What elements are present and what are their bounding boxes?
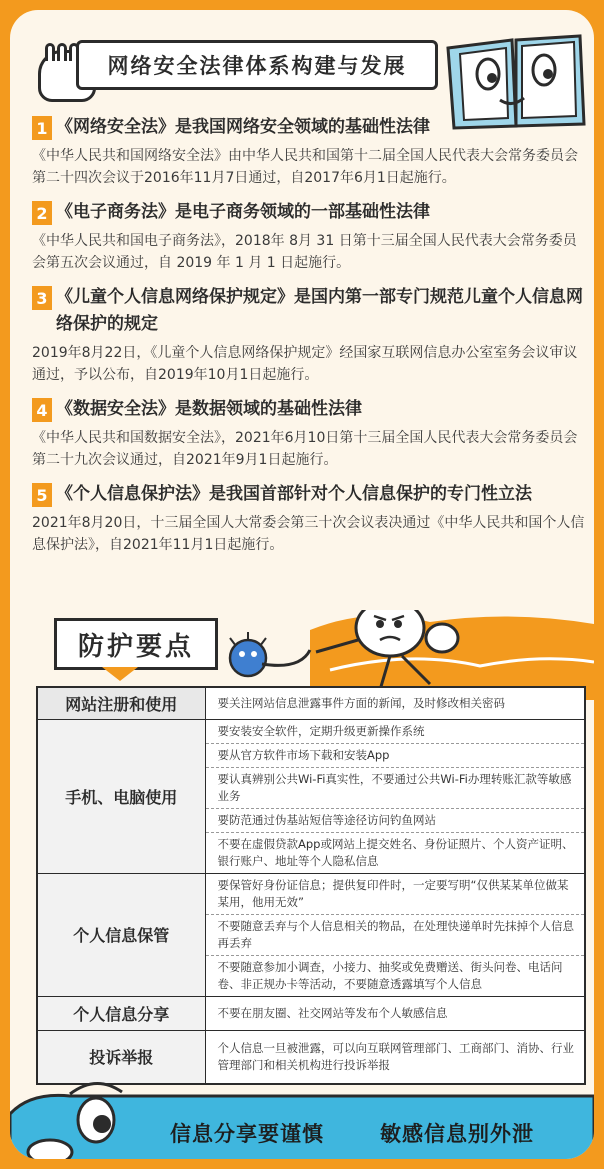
- law-item: [32, 114, 588, 189]
- page-title: 网络安全法律体系构建与发展: [107, 54, 407, 78]
- table-row: [37, 873, 585, 914]
- law-description: 2019年8月22日，《儿童个人信息网络保护规定》经国家互联网信息办公室室务会议审议通过，予以公布，自2019年10月1日起施行。: [32, 345, 578, 383]
- table-row: [37, 719, 585, 743]
- law-number: 4: [32, 398, 52, 422]
- virus-icon: [230, 632, 310, 676]
- table-item: 要保管好身份证信息；提供复印件时，一定要写明“仅供某某单位做某某用，他用无效”: [205, 873, 585, 914]
- law-description: 《中华人民共和国数据安全法》，2021年6月10日第十三届全国人民代表大会常务委员会第二十九次会议通过，自2021年9月1日起施行。: [32, 430, 578, 468]
- table-item: 要防范通过伪基站短信等途径访问钓鱼网站: [205, 808, 585, 832]
- protection-title: 防护要点: [54, 618, 218, 670]
- law-title: 《网络安全法》是我国网络安全领域的基础性法律: [56, 117, 430, 137]
- table-item: 要安装安全软件，定期升级更新操作系统: [205, 719, 585, 743]
- law-title: 《数据安全法》是数据领域的基础性法律: [56, 399, 362, 419]
- poster-frame: [10, 10, 594, 1159]
- law-number: 5: [32, 483, 52, 507]
- table-category: 手机、电脑使用: [37, 719, 205, 873]
- law-item: [32, 199, 588, 274]
- table-category: 个人信息分享: [37, 996, 205, 1030]
- table-category: 网站注册和使用: [37, 687, 205, 719]
- title-banner: [76, 40, 438, 90]
- table-item: 个人信息一旦被泄露，可以向互联网管理部门、工商部门、消协、行业管理部门和相关机构进行投诉举报: [205, 1030, 585, 1084]
- slogan-right: 敏感信息别外泄: [380, 1122, 534, 1146]
- table-item: 要关注网站信息泄露事件方面的新闻，及时修改相关密码: [205, 687, 585, 719]
- law-description: 2021年8月20日，十三届全国人大常委会第三十次会议表决通过《中华人民共和国个人信息保护法》，自2021年11月1日起施行。: [32, 515, 585, 553]
- law-number: 2: [32, 201, 52, 225]
- law-list: [32, 114, 588, 566]
- law-item: [32, 481, 588, 556]
- table-category: 个人信息保管: [37, 873, 205, 996]
- table-item: 不要在朋友圈、社交网站等发布个人敏感信息: [205, 996, 585, 1030]
- table-item: 不要在虚假贷款App或网站上提交姓名、身份证照片、个人资产证明、银行账户、地址等个人隐私信息: [205, 832, 585, 873]
- protection-table: [36, 686, 586, 1085]
- slogan-left: 信息分享要谨慎: [170, 1122, 324, 1146]
- law-item: [32, 284, 588, 386]
- table-item: 要认真辨别公共Wi-Fi真实性，不要通过公共Wi-Fi办理转账汇款等敏感业务: [205, 767, 585, 808]
- law-number: 1: [32, 116, 52, 140]
- law-description: 《中华人民共和国网络安全法》由中华人民共和国第十二届全国人民代表大会常务委员会第二十四次会议于2016年11月7日通过，自2017年6月1日起施行。: [32, 148, 578, 186]
- law-item: [32, 396, 588, 471]
- law-title: 《儿童个人信息网络保护规定》是国内第一部专门规范儿童个人信息网络保护的规定: [56, 287, 583, 334]
- law-title: 《电子商务法》是电子商务领域的一部基础性法律: [56, 202, 430, 222]
- table-row: [37, 996, 585, 1030]
- table-item: 不要随意参加小调查，小接力、抽奖或免费赠送、街头问卷、电话问卷、非正规办卡等活动，不要随意透露填写个人信息: [205, 955, 585, 996]
- law-title: 《个人信息保护法》是我国首部针对个人信息保护的专门性立法: [56, 484, 532, 504]
- law-description: 《中华人民共和国电子商务法》，2018年 8月 31 日第十三届全国人民代表大会常务委员会第五次会议通过，自 2019 年 1 月 1 日起施行。: [32, 233, 577, 271]
- law-number: 3: [32, 286, 52, 310]
- table-item: 要从官方软件市场下载和安装App: [205, 743, 585, 767]
- table-item: 不要随意丢弃与个人信息相关的物品，在处理快递单时先抹掉个人信息再丢弃: [205, 914, 585, 955]
- chevron-down-icon: [102, 667, 138, 681]
- table-category: 投诉举报: [37, 1030, 205, 1084]
- table-row: [37, 687, 585, 719]
